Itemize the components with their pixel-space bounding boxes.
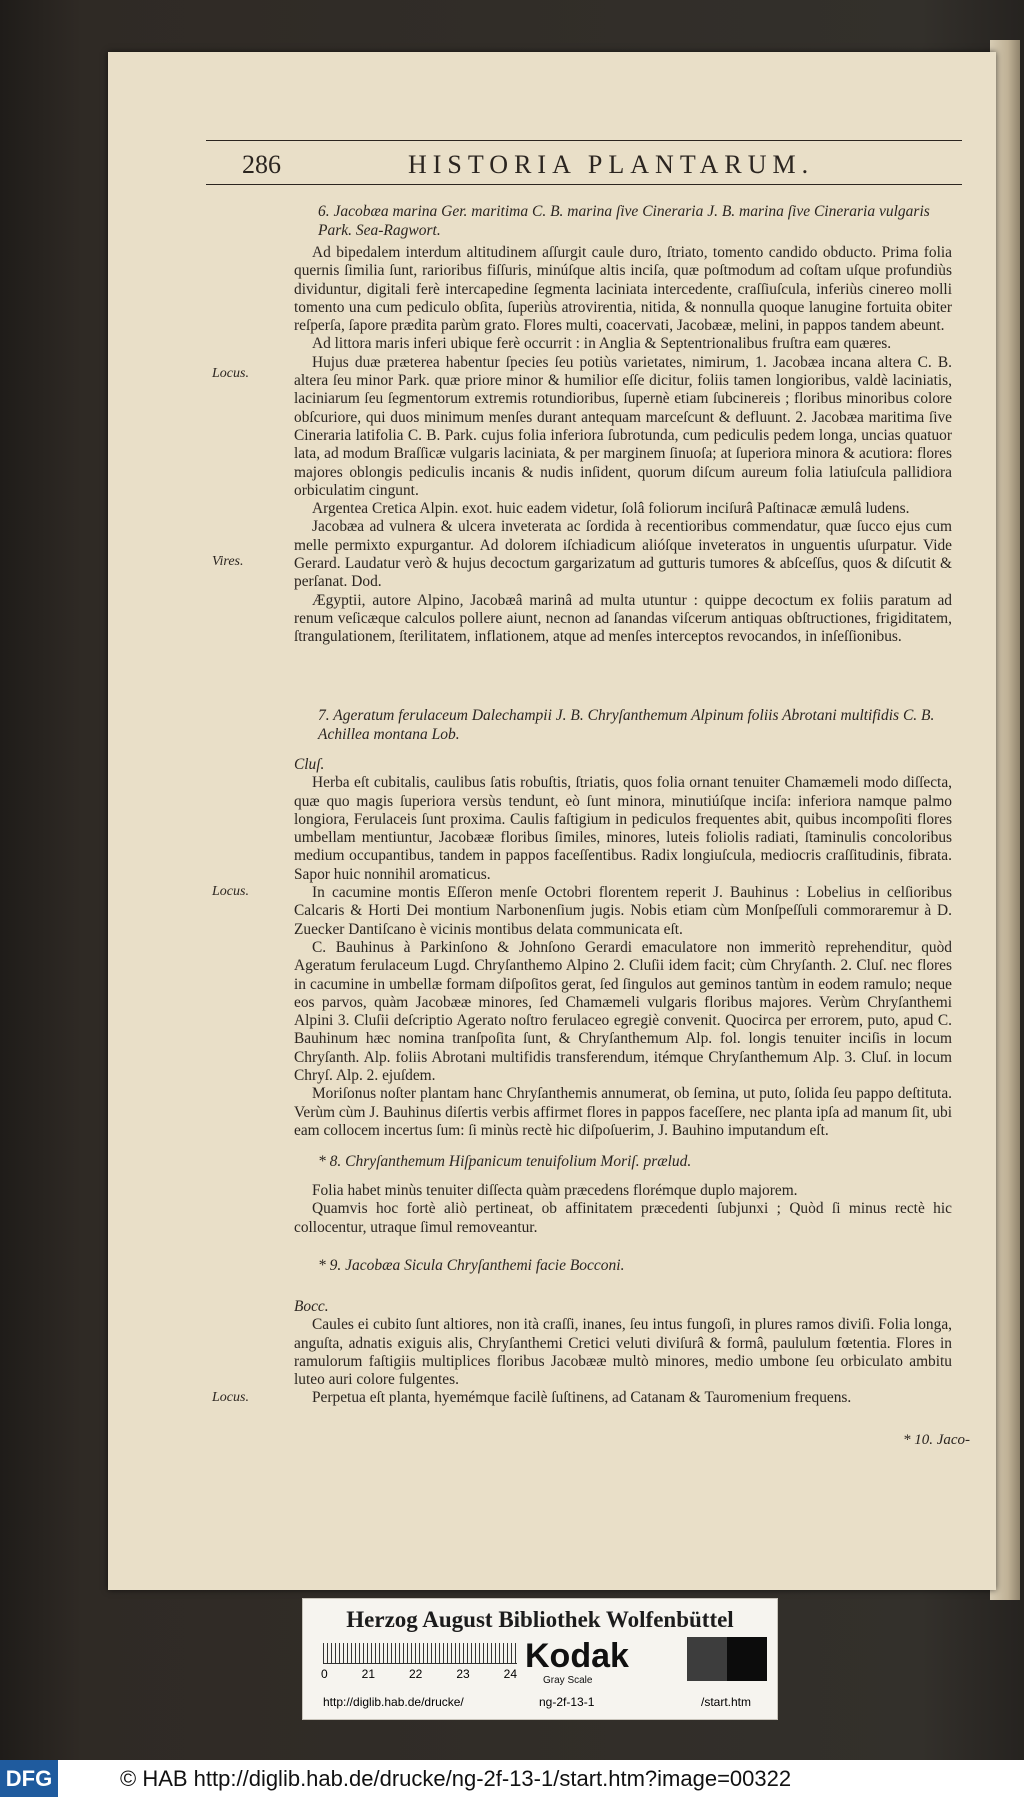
paragraph: Caules ei cubito ſunt altiores, non ità craſſi, inanes, ſeu intus fungoſi, in plures ramos diviſi. Folia longa, anguſta, adnatis exiguis alis, Chryſanthemi Cretici veluti diviſurâ & formâ, paululum fœtentia. Flores in ramulorum faſtigiis multiplices floribus Jacobææ multò minores, medio umbone ſeu orbiculato ambitu luteo auri colore fulgentes. bbox=[294, 1316, 952, 1389]
paragraph: Folia habet minùs tenuiter diſſecta quàm præcedens florémque duplo majorem. bbox=[312, 1182, 798, 1199]
ruler-number: 23 bbox=[456, 1667, 470, 1681]
scale-ruler bbox=[323, 1643, 517, 1664]
header-rule-bottom bbox=[206, 184, 962, 185]
page-content bbox=[108, 52, 996, 1590]
page-number: 286 bbox=[242, 150, 281, 179]
margin-note: Locus. bbox=[212, 366, 249, 381]
paragraph: Quamvis hoc fortè aliò pertineat, ob affinitatem præcedenti ſubjunxi ; Quòd ſi minus rectè hic collocentur, utraque ſimul removeantur. bbox=[294, 1200, 952, 1236]
gray-patch-black bbox=[727, 1637, 767, 1681]
ruler-number: 22 bbox=[408, 1667, 423, 1681]
source-label: Bocc. bbox=[294, 1298, 329, 1315]
entry-body bbox=[294, 1182, 952, 1237]
entry-heading: 6. Jacobæa marina Ger. maritima C. B. marina ſive Cineraria J. B. marina ſive Cineraria vulgaris Park. Sea-Ragwort. bbox=[318, 203, 930, 239]
entry-body bbox=[294, 1298, 952, 1408]
copyright-link[interactable]: © HAB http://diglib.hab.de/drucke/ng-2f-13-1/start.htm?image=00322 bbox=[120, 1766, 792, 1791]
paragraph: Moriſonus noſter plantam hanc Chryſanthemis annumerat, ob ſemina, ut puto, ſolida ſeu pappo deſtituta. Verùm cùm J. Bauhinus diſertis verbis affirmet flores in pappos faceſſere, nec planta ipſa ad manum ſit, ubi eam collocem incertus ſum: ſi minùs rectè hic diſpoſuerim, J. Bauhino imputandum eſt. bbox=[294, 1085, 952, 1139]
card-title: Herzog August Bibliothek Wolfenbüttel bbox=[346, 1607, 734, 1632]
ruler-number: 0 bbox=[321, 1667, 328, 1681]
gray-patch-dark bbox=[687, 1637, 727, 1681]
kodak-logo: Kodak bbox=[525, 1637, 629, 1675]
paragraph: Perpetua eſt planta, hyemémque facilè ſuſtinens, ad Catanam & Tauromenium frequens. bbox=[312, 1389, 852, 1407]
card-url: http://diglib.hab.de/drucke/ bbox=[323, 1695, 464, 1709]
margin-note: Vires. bbox=[212, 554, 244, 569]
margin-note: Locus. bbox=[212, 884, 249, 899]
entry-body bbox=[294, 244, 952, 647]
paragraph: Herba eſt cubitalis, caulibus ſatis robuſtis, ſtriatis, quos folia ornant tenuiter Chamæmeli modo diſſecta, quæ quo magis ſuperiora versùs tendunt, eò ſunt minora, minutiúſque inciſa: inferiora namque palmo longiora, Ferulaceis ſunt proxima. Caulis faſtigium in pediculos frequentes abit, quibus incompoſiti flores umbellam mentiuntur, Jacobææ floribus ſimiles, minores, luteis foliolis radiati, ſtaminulis concoloribus medium occupantibus, tandem in pappos faceſſentibus. Radix longiuſcula, mediocris craſſitudinis, fibrata. Sapor huic nonnihil aromaticus. bbox=[294, 774, 952, 883]
card-suffix: /start.htm bbox=[701, 1695, 752, 1709]
card-id: ng-2f-13-1 bbox=[539, 1695, 595, 1709]
paragraph: Ægyptii, autore Alpino, Jacobæâ marinâ ad multa utuntur : quippe decoctum ex foliis paratum ad renum veſicæque calculos pollere aiunt, necnon ad ſanandas viſcerum antiquas obſtructiones, frigiditatem, ſtrangulationem, ſterilitatem, inflationem, atque ad menſes interceptos revocandos, in inſeſſionibus. bbox=[294, 591, 952, 646]
entry-heading: * 8. Chryſanthemum Hiſpanicum tenuifolium Moriſ. prælud. bbox=[318, 1153, 692, 1170]
paragraph: C. Bauhinus à Parkinſono & Johnſono Gerardi emaculatore non immeritò reprehenditur, quòd Ageratum ferulaceum Lugd. Chryſanthemo Alpino 2. Cluſii idem facit; cùm Chryſanth. 2. Cluſ. nec flores in cacumine in umbellæ formam diſpoſitos gerat, ſed ſingulos aut geminos tantùm in eodem ramulo; neque eos parvos, quàm Jacobææ minores, ſed Chamæmeli vulgaris floribus majores. Verùm Chryſanthemi Alpini 3. Cluſii deſcriptio Agerato noſtro ferulaceo egregiè convenit. Quocirca per errorem, puto, apud C. Bauhinum hæc nomina tranſpoſita ſunt, & Chryſanthemum Alp. fol. longis tenuiter inciſis in locum Chryſanth. Alp. foliis Abrotani multifidis transferendum, itémque Chryſanthemum Alp. 3. Cluſ. in locum Chryſ. Alp. 2. ejuſdem. bbox=[294, 938, 952, 1085]
entry-heading: * 9. Jacobæa Sicula Chryſanthemi facie Bocconi. bbox=[318, 1257, 625, 1274]
catchword: * 10. Jaco- bbox=[902, 1432, 970, 1448]
ruler-numbers bbox=[321, 1667, 517, 1681]
paragraph: Ad bipedalem interdum altitudinem aſſurgit caule duro, ſtriato, tomento candido obducto. Prima folia quernis ſimilia ſunt, rarioribus fiſſuris, minúſque altis inciſa, quæ poſtmodum ad coſtam uſque profundiùs dividuntur, digitali ferè intercapedine ſegmenta laciniata intercedente, craſſiuſcula, inferiùs cinereo molli tomento una cum pediculo obſita, ſuperiùs atrovirentia, nitida, & nonnulla quoque lanugine fortuita obiter reſperſa, ſapore prædita parùm grato. Flores multi, coacervati, Jacobææ, melini, in pappos tandem abeunt. bbox=[294, 244, 952, 335]
paragraph: In cacumine montis Eſſeron menſe Octobri florentem reperit J. Bauhinus : Lobelius in celſioribus Calcaris & Horti Dei montium Narbonenſium jugis. Nobis etiam cùm Monſpeſſuli commoraremur à D. Zuecker Dantiſcano è vicinis montibus delata communicata eſt. bbox=[294, 884, 952, 938]
paragraph: Ad littora maris inferi ubique ferè occurrit : in Anglia & Septentrionalibus fruſtra eam quæres. bbox=[312, 335, 892, 353]
ruler-number: 21 bbox=[361, 1667, 376, 1681]
gray-scale-label: Gray Scale bbox=[543, 1675, 593, 1686]
running-head: HISTORIA PLANTARUM. bbox=[408, 150, 815, 179]
paragraph: Argentea Cretica Alpin. exot. huic eadem videtur, ſolâ foliorum inciſurâ Paſtinacæ æmulâ ludens. bbox=[312, 500, 910, 518]
entry-heading: 7. Ageratum ferulaceum Dalechampii J. B. Chryſanthemum Alpinum foliis Abrotani multifidis C. B. Achillea montana Lob. bbox=[318, 707, 935, 743]
ruler-number: 24 bbox=[503, 1667, 517, 1681]
footer-bar bbox=[0, 1760, 1024, 1797]
target-card bbox=[302, 1598, 778, 1720]
paragraph: Jacobæa ad vulnera & ulcera inveterata ac ſordida à recentioribus commendatur, quæ ſucco ejus cum melle permixto expurgantur. Ad dolorem iſchiadicum alióſque inveteratos in unguentis uſurpatur. Vide Gerard. Laudatur verò & hujus decoctum gargarizatum ad gutturis tumores & abſceſſus, quos & diſcutit & perſanat. Dod. bbox=[294, 518, 952, 591]
book-page bbox=[108, 52, 996, 1590]
header-rule-top bbox=[206, 140, 962, 141]
entry-body bbox=[294, 756, 952, 1140]
margin-note: Locus. bbox=[212, 1390, 249, 1405]
paragraph: Hujus duæ præterea habentur ſpecies ſeu potiùs varietates, nimirum, 1. Jacobæa incana altera C. B. altera ſeu minor Park. quæ priore minor & humilior eſſe dicitur, foliis tamen longioribus, valdè laciniatis, laciniarum ſeu ſegmentorum extremis rotundioribus, ſupernè etiam ſubcinereis ; floribus minoribus colore obſcuriore, qui duos minimum menſes durant antequam marceſcunt & defluunt. 2. Jacobæa maritima ſive Cineraria latifolia C. B. Park. cujus folia inferiora ſubrotunda, cum pediculis pedem longa, uncias quatuor lata, ad modum Braſſicæ vulgaris laciniata, & per marginem ſinuoſa; at ſuperiora minora & acutiora: flores majores oblongis pediculis incanis & nudis inſident, quorum diſcum aureum folia latiuſcula pallidiora orbiculatim cingunt. bbox=[294, 353, 952, 499]
dfg-logo: DFG bbox=[0, 1760, 58, 1797]
source-label: Cluſ. bbox=[294, 756, 325, 773]
